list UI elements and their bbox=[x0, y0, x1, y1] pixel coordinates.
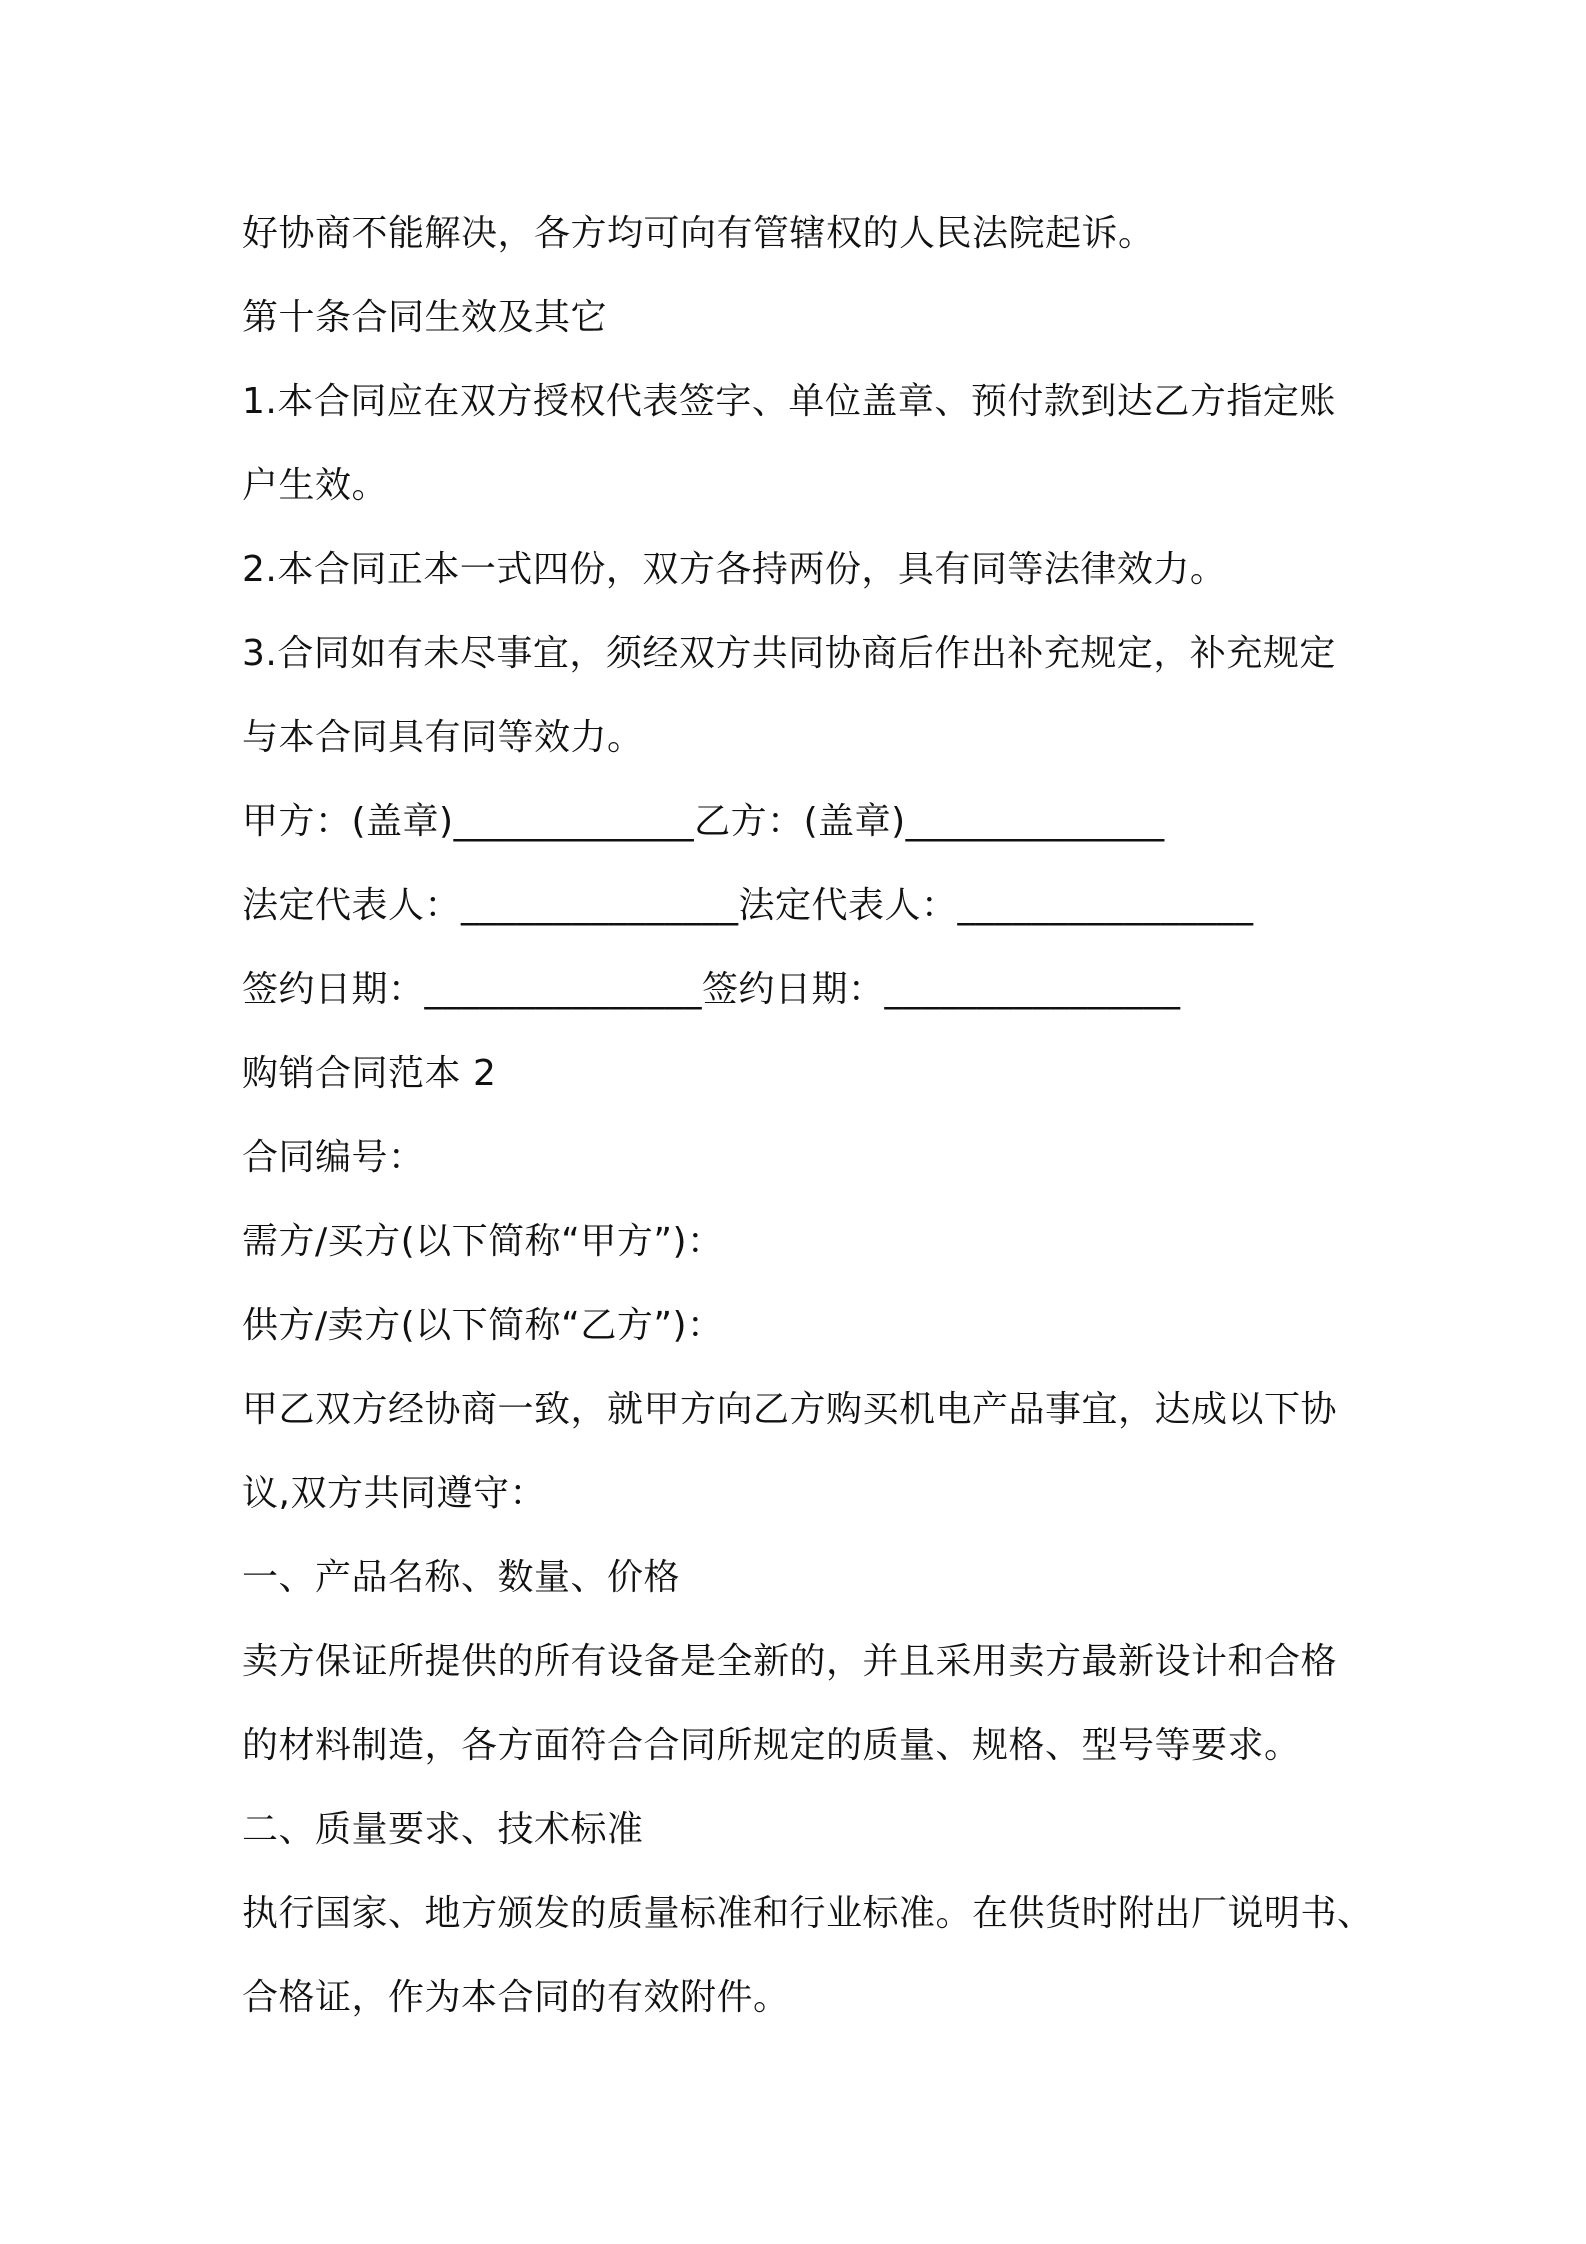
section-heading: 一、产品名称、数量、价格 bbox=[242, 1557, 681, 1598]
signature-line-party: 甲方：(盖章)_____________乙方：(盖章)______________ bbox=[242, 801, 1165, 842]
text-line: 合格证，作为本合同的有效附件。 bbox=[242, 1977, 790, 2018]
text-line: 与本合同具有同等效力。 bbox=[242, 717, 644, 758]
buyer-label: 需方/买方(以下简称“甲方”)： bbox=[242, 1221, 724, 1262]
contract-number-label: 合同编号： bbox=[242, 1137, 425, 1178]
text-line: 甲乙双方经协商一致，就甲方向乙方购买机电产品事宜，达成以下协 bbox=[242, 1389, 1338, 1430]
text-line: 户生效。 bbox=[242, 465, 389, 506]
text-line: 卖方保证所提供的所有设备是全新的，并且采用卖方最新设计和合格 bbox=[242, 1641, 1338, 1682]
signature-line-representative: 法定代表人：_______________法定代表人：________________ bbox=[242, 885, 1254, 926]
text-line: 2.本合同正本一式四份，双方各持两份，具有同等法律效力。 bbox=[242, 549, 1227, 590]
text-line: 的材料制造，各方面符合合同所规定的质量、规格、型号等要求。 bbox=[242, 1725, 1301, 1766]
signature-line-date: 签约日期：_______________签约日期：________________ bbox=[242, 969, 1181, 1010]
text-line: 议,双方共同遵守： bbox=[242, 1473, 546, 1514]
seller-label: 供方/卖方(以下简称“乙方”)： bbox=[242, 1305, 724, 1346]
section-heading: 二、质量要求、技术标准 bbox=[242, 1809, 644, 1850]
section-heading: 第十条合同生效及其它 bbox=[242, 297, 608, 338]
text-line: 执行国家、地方颁发的质量标准和行业标准。在供货时附出厂说明书、 bbox=[242, 1893, 1374, 1934]
document-title: 购销合同范本 2 bbox=[242, 1053, 497, 1094]
text-line: 3.合同如有未尽事宜，须经双方共同协商后作出补充规定，补充规定 bbox=[242, 633, 1336, 674]
text-line: 好协商不能解决，各方均可向有管辖权的人民法院起诉。 bbox=[242, 213, 1155, 254]
document-body bbox=[242, 192, 1374, 2040]
text-line: 1.本合同应在双方授权代表签字、单位盖章、预付款到达乙方指定账 bbox=[242, 381, 1336, 422]
